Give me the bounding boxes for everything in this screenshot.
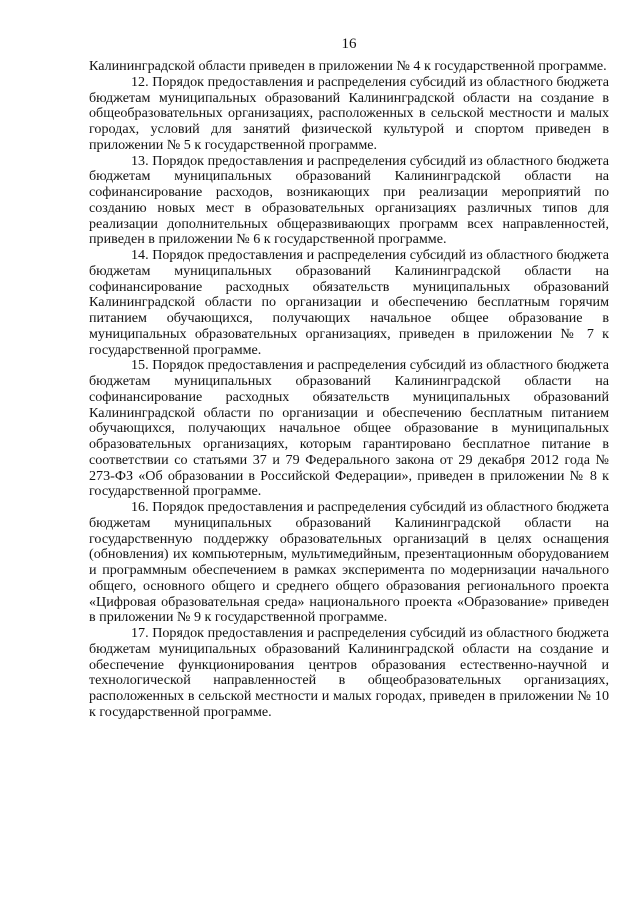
paragraph-15: 15. Порядок предоставления и распределения субсидий из областного бюджета бюджетам муниципальных образований Калининградской области на софинансирование расходных обязательств муниципальных образований Калининградской области по организации и обеспечению бесплатным питанием обучающихся, получающих начальное общее образование в муниципальных образовательных организациях, которым гарантировано бесплатное питание в соответствии со статьями 37 и 79 Федерального закона от 29 декабря 2012 года № 273-ФЗ «Об образовании в Российской Федерации», приведен в приложении № 8 к государственной программе. [89, 357, 609, 500]
paragraph-13: 13. Порядок предоставления и распределения субсидий из областного бюджета бюджетам муниципальных образований Калининградской области на софинансирование расходов, возникающих при реализации мероприятий по созданию новых мест в образовательных организациях различных типов для реализации дополнительных общеразвивающих программ всех направленностей, приведен в приложении № 6 к государственной программе. [89, 152, 609, 248]
paragraph-12: 12. Порядок предоставления и распределения субсидий из областного бюджета бюджетам муниципальных образований Калининградской области на создание в общеобразовательных организациях, расположенных в сельской местности и малых городах, условий для занятий физической культурой и спортом приведен в приложении № 5 к государственной программе. [89, 73, 609, 153]
page-number: 16 [341, 36, 357, 52]
document-page [89, 36, 609, 721]
paragraph-17: 17. Порядок предоставления и распределения субсидий из областного бюджета бюджетам муниципальных образований Калининградской области на создание и обеспечение функционирования центров образования естественно-научной и технологической направленностей в общеобразовательных организациях, расположенных в сельской местности и малых городах, приведен в приложении № 10 к государственной программе. [89, 625, 609, 720]
paragraph-14: 14. Порядок предоставления и распределения субсидий из областного бюджета бюджетам муниципальных образований Калининградской области на софинансирование расходных обязательств муниципальных образований Калининградской области по организации и обеспечению бесплатным горячим питанием обучающихся, получающих начальное общее образование в муниципальных образовательных организациях, приведен в приложении № 7 к государственной программе. [89, 247, 609, 358]
paragraph-16: 16. Порядок предоставления и распределения субсидий из областного бюджета бюджетам муниципальных образований Калининградской области на государственную поддержку образовательных организаций в целях оснащения (обновления) их компьютерным, мультимедийным, презентационным оборудованием и программным обеспечением в рамках эксперимента по модернизации начального общего, основного общего и среднего общего образования регионального проекта «Цифровая образовательная среда» национального проекта «Образование» приведен в приложении № 9 к государственной программе. [89, 499, 609, 626]
paragraph-continuation: Калининградской области приведен в приложении № 4 к государственной программе. [89, 58, 607, 74]
